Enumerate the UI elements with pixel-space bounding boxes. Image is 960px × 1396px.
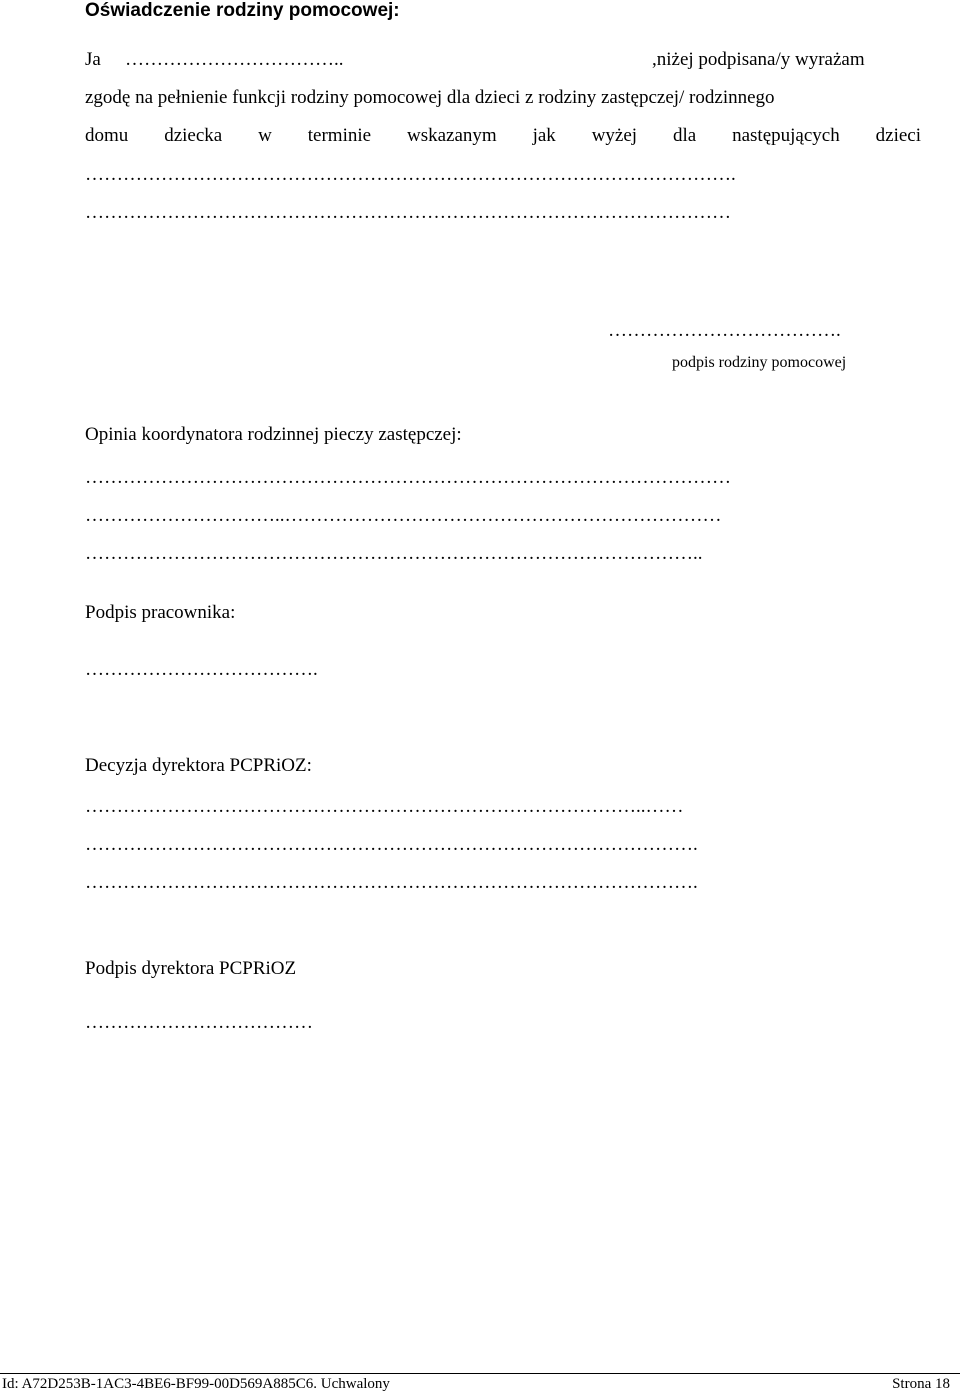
word: terminie	[307, 125, 372, 146]
director-decision-label: Decyzja dyrektora PCPRiOZ:	[85, 755, 312, 776]
director-fill-line-1: ……………………………………………………………………………..……	[85, 796, 684, 817]
statement-line-2: zgodę na pełnienie funkcji rodziny pomocowej dla dzieci z rodziny zastępczej/ rodzinnego	[85, 87, 775, 108]
coordinator-fill-line-1: …………………………………………………………………………………………	[85, 467, 731, 488]
page-number: Strona 18	[892, 1376, 950, 1392]
coordinator-fill-line-2: …………………………..……………………………………………………………	[85, 505, 722, 526]
children-fill-line-1: ………………………………………………………………………………………….	[85, 164, 736, 185]
statement-line-3	[85, 125, 921, 147]
employee-signature-line: ……………………………….	[85, 659, 318, 680]
word: dziecka	[164, 125, 223, 146]
director-signature-line: ………………………………	[85, 1012, 313, 1033]
word: w	[258, 125, 272, 146]
director-signature-label: Podpis dyrektora PCPRiOZ	[85, 958, 297, 979]
footer-divider	[0, 1373, 960, 1374]
coordinator-fill-line-3: ……………………………………………………………………………………..	[85, 543, 703, 564]
name-fill-dots: ……………………………..	[125, 49, 344, 70]
children-fill-line-2: …………………………………………………………………………………………	[85, 202, 731, 223]
family-signature-line: ……………………………….	[608, 320, 841, 341]
statement-line-1-suffix: ,niżej podpisana/y wyrażam	[652, 49, 865, 70]
word: dla	[672, 125, 697, 146]
word: dzieci	[875, 125, 921, 146]
coordinator-opinion-label: Opinia koordynatora rodzinnej pieczy zastępczej:	[85, 424, 462, 445]
family-signature-label: podpis rodziny pomocowej	[672, 354, 847, 371]
word: wskazanym	[406, 125, 497, 146]
director-fill-line-2: …………………………………………………………………………………….	[85, 834, 698, 855]
document-id: Id: A72D253B-1AC3-4BE6-BF99-00D569A885C6. Uchwalony	[2, 1376, 390, 1392]
word: następujących	[732, 125, 840, 146]
word: jak	[532, 125, 556, 146]
employee-signature-label: Podpis pracownika:	[85, 602, 236, 623]
word: domu	[85, 125, 129, 146]
word: wyżej	[591, 125, 638, 146]
section-heading: Oświadczenie rodziny pomocowej:	[85, 0, 400, 21]
statement-prefix: Ja	[85, 49, 101, 70]
statement-line-1	[85, 49, 101, 71]
director-fill-line-3: …………………………………………………………………………………….	[85, 872, 698, 893]
